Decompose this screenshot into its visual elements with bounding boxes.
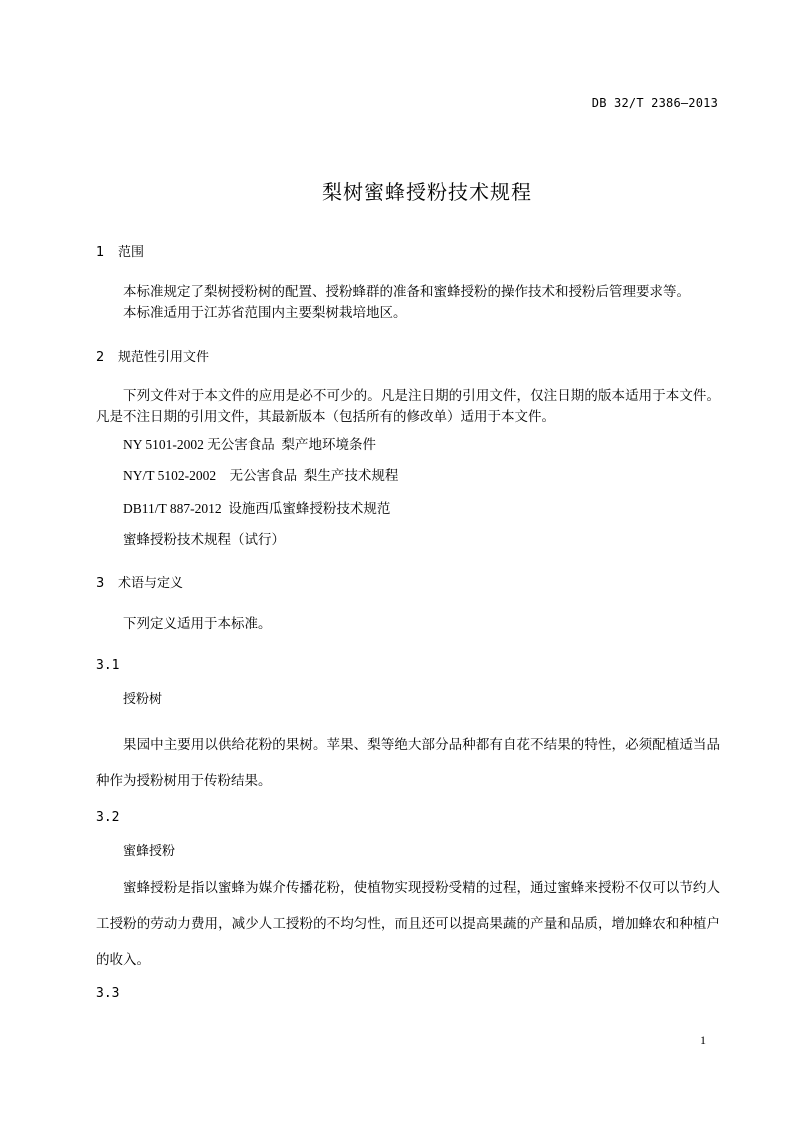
section-number: 2 <box>96 350 105 365</box>
section-number: 1 <box>96 245 105 260</box>
page-number: 1 <box>700 1033 706 1047</box>
scope-paragraph-2: 本标准适用于江苏省范围内主要梨树栽培地区。 <box>123 305 407 320</box>
section-title: 术语与定义 <box>118 576 184 591</box>
section-title: 规范性引用文件 <box>118 350 210 365</box>
clause-number: 3.2 <box>96 810 120 825</box>
reference-item: NY 5101-2002 无公害食品 梨产地环境条件 <box>123 437 376 452</box>
reference-item: NY/T 5102-2002 无公害食品 梨生产技术规程 <box>123 468 399 483</box>
document-title: 梨树蜜蜂授粉技术规程 <box>322 180 532 204</box>
standard-code: DB 32/T 2386—2013 <box>591 96 718 110</box>
terms-intro: 下列定义适用于本标准。 <box>123 616 272 631</box>
section-heading-normative-refs <box>96 346 209 365</box>
section-heading-terms <box>96 572 183 591</box>
section-title: 范围 <box>118 245 145 260</box>
term-definition: 果园中主要用以供给花粉的果树。苹果、梨等绝大部分品种都有自花不结果的特性，必须配植适当品种作为授粉树用于传粉结果。 <box>96 737 720 788</box>
term-definition: 蜜蜂授粉是指以蜜蜂为媒介传播花粉，使植物实现授粉受精的过程，通过蜜蜂来授粉不仅可以节约人工授粉的劳动力费用，减少人工授粉的不均匀性，而且还可以提高果蔬的产量和品质，增加蜂农和种植户的收入。 <box>96 880 720 967</box>
clause-number: 3.3 <box>96 986 120 1001</box>
section-number: 3 <box>96 576 105 591</box>
clause-number: 3.1 <box>96 658 120 673</box>
scope-paragraph-1: 本标准规定了梨树授粉树的配置、授粉蜂群的准备和蜜蜂授粉的操作技术和授粉后管理要求等。 <box>123 284 690 299</box>
normative-refs-intro: 下列文件对于本文件的应用是必不可少的。凡是注日期的引用文件，仅注日期的版本适用于本文件。凡是不注日期的引用文件，其最新版本（包括所有的修改单）适用于本文件。 <box>96 388 720 424</box>
section-heading-scope <box>96 241 144 260</box>
reference-item: DB11/T 887-2012 设施西瓜蜜蜂授粉技术规范 <box>123 501 391 516</box>
reference-item: 蜜蜂授粉技术规程（试行） <box>123 532 285 547</box>
term-title: 蜜蜂授粉 <box>123 844 176 859</box>
term-title: 授粉树 <box>123 692 163 707</box>
